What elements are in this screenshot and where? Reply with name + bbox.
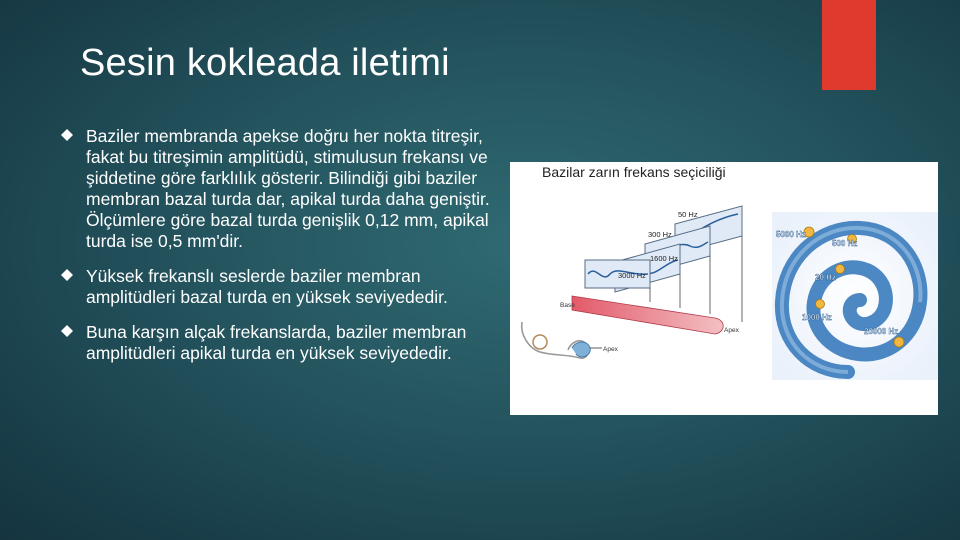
basilar-membrane-figure — [510, 162, 938, 415]
diamond-bullet-icon — [60, 268, 74, 282]
freq-marker — [816, 300, 825, 309]
bullet-item — [60, 266, 505, 308]
spiral-label: 20 Hz — [815, 273, 836, 282]
panel-3000hz — [585, 260, 650, 288]
bullet-text: Baziler membranda apekse doğru her nokta titreşir, fakat bu titreşimin amplitüdü, stimulusun frekansı ve şiddetine göre farklılık gösterir. Bilindiği gibi baziler membran bazal turda dar, apikal turda daha geniştir. Ölçümlere göre bazal turda genişlik 0,12 mm, apikal turda ise 0,5 mm'dir. — [86, 126, 490, 251]
panel-label: 300 Hz — [648, 230, 672, 239]
freq-marker — [836, 265, 845, 274]
frequency-spiral — [772, 212, 938, 380]
apex-label: Apex — [724, 327, 739, 334]
figure-title: Bazilar zarın frekans seçiciliği — [542, 164, 726, 180]
diamond-bullet-icon — [60, 324, 74, 338]
accent-bar — [822, 0, 876, 90]
freq-marker — [894, 337, 904, 347]
bullet-item — [60, 126, 505, 252]
panel-label: 1600 Hz — [650, 254, 678, 263]
cochlea-icon — [522, 322, 619, 358]
bullet-text: Buna karşın alçak frekanslarda, baziler membran amplitüdleri apikal turda en yüksek seviyededir. — [86, 322, 467, 363]
bullet-list — [60, 126, 505, 378]
slide-title: Sesin kokleada iletimi — [80, 42, 450, 84]
bullet-item — [60, 322, 505, 364]
spiral-label: 500 Hz — [832, 239, 858, 248]
spiral-label: 5000 Hz — [776, 230, 806, 239]
diamond-bullet-icon — [60, 128, 74, 142]
panel-label: 3000 Hz — [618, 271, 646, 280]
spiral-label: 1000 Hz — [802, 313, 832, 322]
panel-label: 50 Hz — [678, 210, 698, 219]
bullet-text: Yüksek frekanslı seslerde baziler membran amplitüdleri bazal turda en yüksek seviyededir. — [86, 266, 448, 307]
spiral-label: 20000 Hz — [864, 327, 899, 336]
base-label: Base — [560, 302, 575, 309]
apex-cochlea-label: Apex — [603, 346, 618, 353]
